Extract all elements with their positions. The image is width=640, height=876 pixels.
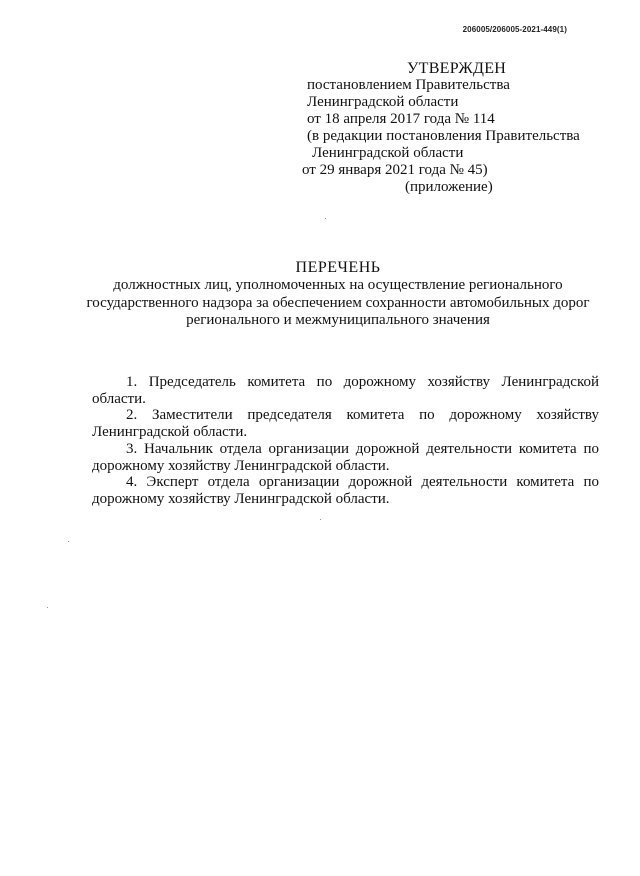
approval-line: от 18 апреля 2017 года № 114 xyxy=(307,111,495,127)
approval-heading: УТВЕРЖДЕН xyxy=(407,60,507,77)
list-item: 3. Начальник отдела организации дорожной деятельности комитета по дорожному хозяйству Ленинградской области. xyxy=(92,440,599,474)
approval-block xyxy=(296,60,606,196)
approval-line: от 29 января 2021 года № 45) xyxy=(302,162,488,178)
officials-list xyxy=(92,374,599,508)
list-item: 1. Председатель комитета по дорожному хозяйству Ленинградской области. xyxy=(92,374,599,407)
scan-speck xyxy=(325,218,326,219)
scan-speck xyxy=(47,607,48,608)
list-item: 4. Эксперт отдела организации дорожной деятельности комитета по дорожному хозяйству Ленинградской области. xyxy=(92,474,599,507)
approval-line: (в редакции постановления Правительства xyxy=(307,128,580,144)
scan-speck xyxy=(68,541,69,542)
document-subtitle xyxy=(70,277,606,330)
subtitle-line: должностных лиц, уполномоченных на осуществление регионального xyxy=(113,277,563,293)
subtitle-line: регионального и межмуниципального значения xyxy=(186,312,490,328)
document-id: 206005/206005-2021-449(1) xyxy=(462,25,567,34)
scan-speck xyxy=(320,519,321,520)
approval-line: постановлением Правительства xyxy=(307,77,510,93)
title-block xyxy=(70,258,606,330)
approval-line: Ленинградской области xyxy=(307,94,459,110)
document-title: ПЕРЕЧЕНЬ xyxy=(295,259,381,276)
approval-line: Ленинградской области xyxy=(312,145,464,161)
list-item: 2. Заместители председателя комитета по дорожному хозяйству Ленинградской области. xyxy=(92,407,599,441)
subtitle-line: государственного надзора за обеспечением сохранности автомобильных дорог xyxy=(86,294,590,311)
approval-appendix-note: (приложение) xyxy=(405,179,493,195)
